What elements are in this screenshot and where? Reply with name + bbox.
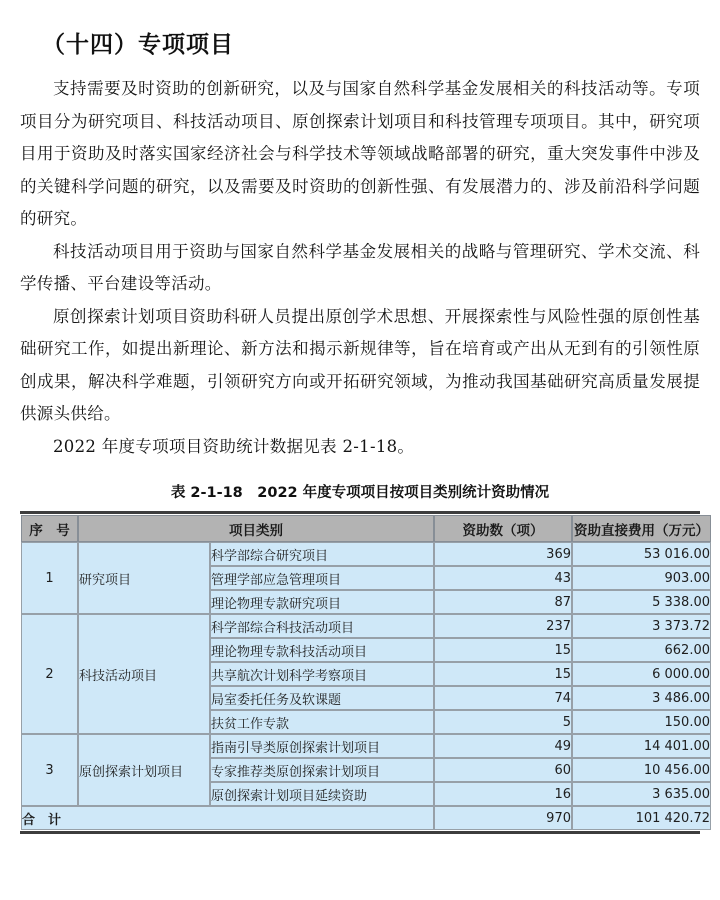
count-cell: 43 (435, 567, 571, 589)
subcategory-cell: 理论物理专款研究项目 (211, 591, 433, 613)
col-header-amount: 资助直接费用（万元） (573, 516, 710, 541)
table-title: 表 2-1-18 2022 年度专项项目按项目类别统计资助情况 (170, 485, 550, 501)
count-cell: 16 (435, 783, 571, 805)
category-cell: 研究项目 (79, 543, 209, 613)
paragraph: 2022 年度专项项目资助统计数据见表 2-1-18。 (53, 436, 415, 456)
body-text (20, 73, 700, 463)
subcategory-cell: 管理学部应急管理项目 (211, 567, 433, 589)
total-amount-cell: 101 420.72 (573, 807, 710, 829)
subcategory-cell: 局室委托任务及软课题 (211, 687, 433, 709)
category-cell: 原创探索计划项目 (79, 735, 209, 805)
serial-cell: 1 (22, 543, 77, 613)
serial-cell: 2 (22, 615, 77, 733)
count-cell: 369 (435, 543, 571, 565)
amount-cell: 14 401.00 (573, 735, 710, 757)
subcategory-cell: 科学部综合科技活动项目 (211, 615, 433, 637)
amount-cell: 150.00 (573, 711, 710, 733)
subcategory-cell: 科学部综合研究项目 (211, 543, 433, 565)
category-cell: 科技活动项目 (79, 615, 209, 733)
amount-cell: 3 373.72 (573, 615, 710, 637)
total-row (22, 807, 710, 829)
paragraph: 科技活动项目用于资助与国家自然科学基金发展相关的战略与管理研究、学术交流、科学传播、平台建设等活动。 (20, 241, 700, 293)
table-row (22, 543, 710, 565)
funding-table (20, 514, 712, 831)
amount-cell: 10 456.00 (573, 759, 710, 781)
subcategory-cell: 专家推荐类原创探索计划项目 (211, 759, 433, 781)
subcategory-cell: 指南引导类原创探索计划项目 (211, 735, 433, 757)
col-header-category: 项目类别 (79, 516, 433, 541)
table-row (22, 615, 710, 637)
paragraph: 原创探索计划项目资助科研人员提出原创学术思想、开展探索性与风险性强的原创性基础研究工作，如提出新理论、新方法和揭示新规律等，旨在培育或产出从无到有的引领性原创成果，解决科学难题，引领研究方向或开拓研究领域，为推动我国基础研究高质量发展提供源头供给。 (20, 306, 700, 423)
count-cell: 49 (435, 735, 571, 757)
total-label-cell: 合 计 (22, 807, 433, 829)
amount-cell: 6 000.00 (573, 663, 710, 685)
count-cell: 74 (435, 687, 571, 709)
paragraph: 支持需要及时资助的创新研究，以及与国家自然科学基金发展相关的科技活动等。专项项目分为研究项目、科技活动项目、原创探索计划项目和科技管理专项项目。其中，研究项目用于资助及时落实国家经济社会与科学技术等领域战略部署的研究，重大突发事件中涉及的关键科学问题的研究，以及需要及时资助的创新性强、有发展潜力的、涉及前沿科学问题的研究。 (20, 79, 700, 228)
amount-cell: 3 635.00 (573, 783, 710, 805)
subcategory-cell: 原创探索计划项目延续资助 (211, 783, 433, 805)
header-row (22, 516, 710, 541)
col-header-serial: 序 号 (22, 516, 77, 541)
amount-cell: 3 486.00 (573, 687, 710, 709)
amount-cell: 5 338.00 (573, 591, 710, 613)
subcategory-cell: 扶贫工作专款 (211, 711, 433, 733)
section-heading: （十四）专项项目 (42, 32, 234, 58)
count-cell: 237 (435, 615, 571, 637)
subcategory-cell: 共享航次计划科学考察项目 (211, 663, 433, 685)
serial-cell: 3 (22, 735, 77, 805)
count-cell: 60 (435, 759, 571, 781)
funding-table-frame (20, 511, 710, 834)
amount-cell: 903.00 (573, 567, 710, 589)
amount-cell: 53 016.00 (573, 543, 710, 565)
total-count-cell: 970 (435, 807, 571, 829)
count-cell: 15 (435, 663, 571, 685)
count-cell: 5 (435, 711, 571, 733)
amount-cell: 662.00 (573, 639, 710, 661)
col-header-count: 资助数（项） (435, 516, 571, 541)
subcategory-cell: 理论物理专款科技活动项目 (211, 639, 433, 661)
count-cell: 15 (435, 639, 571, 661)
count-cell: 87 (435, 591, 571, 613)
table-row (22, 735, 710, 757)
